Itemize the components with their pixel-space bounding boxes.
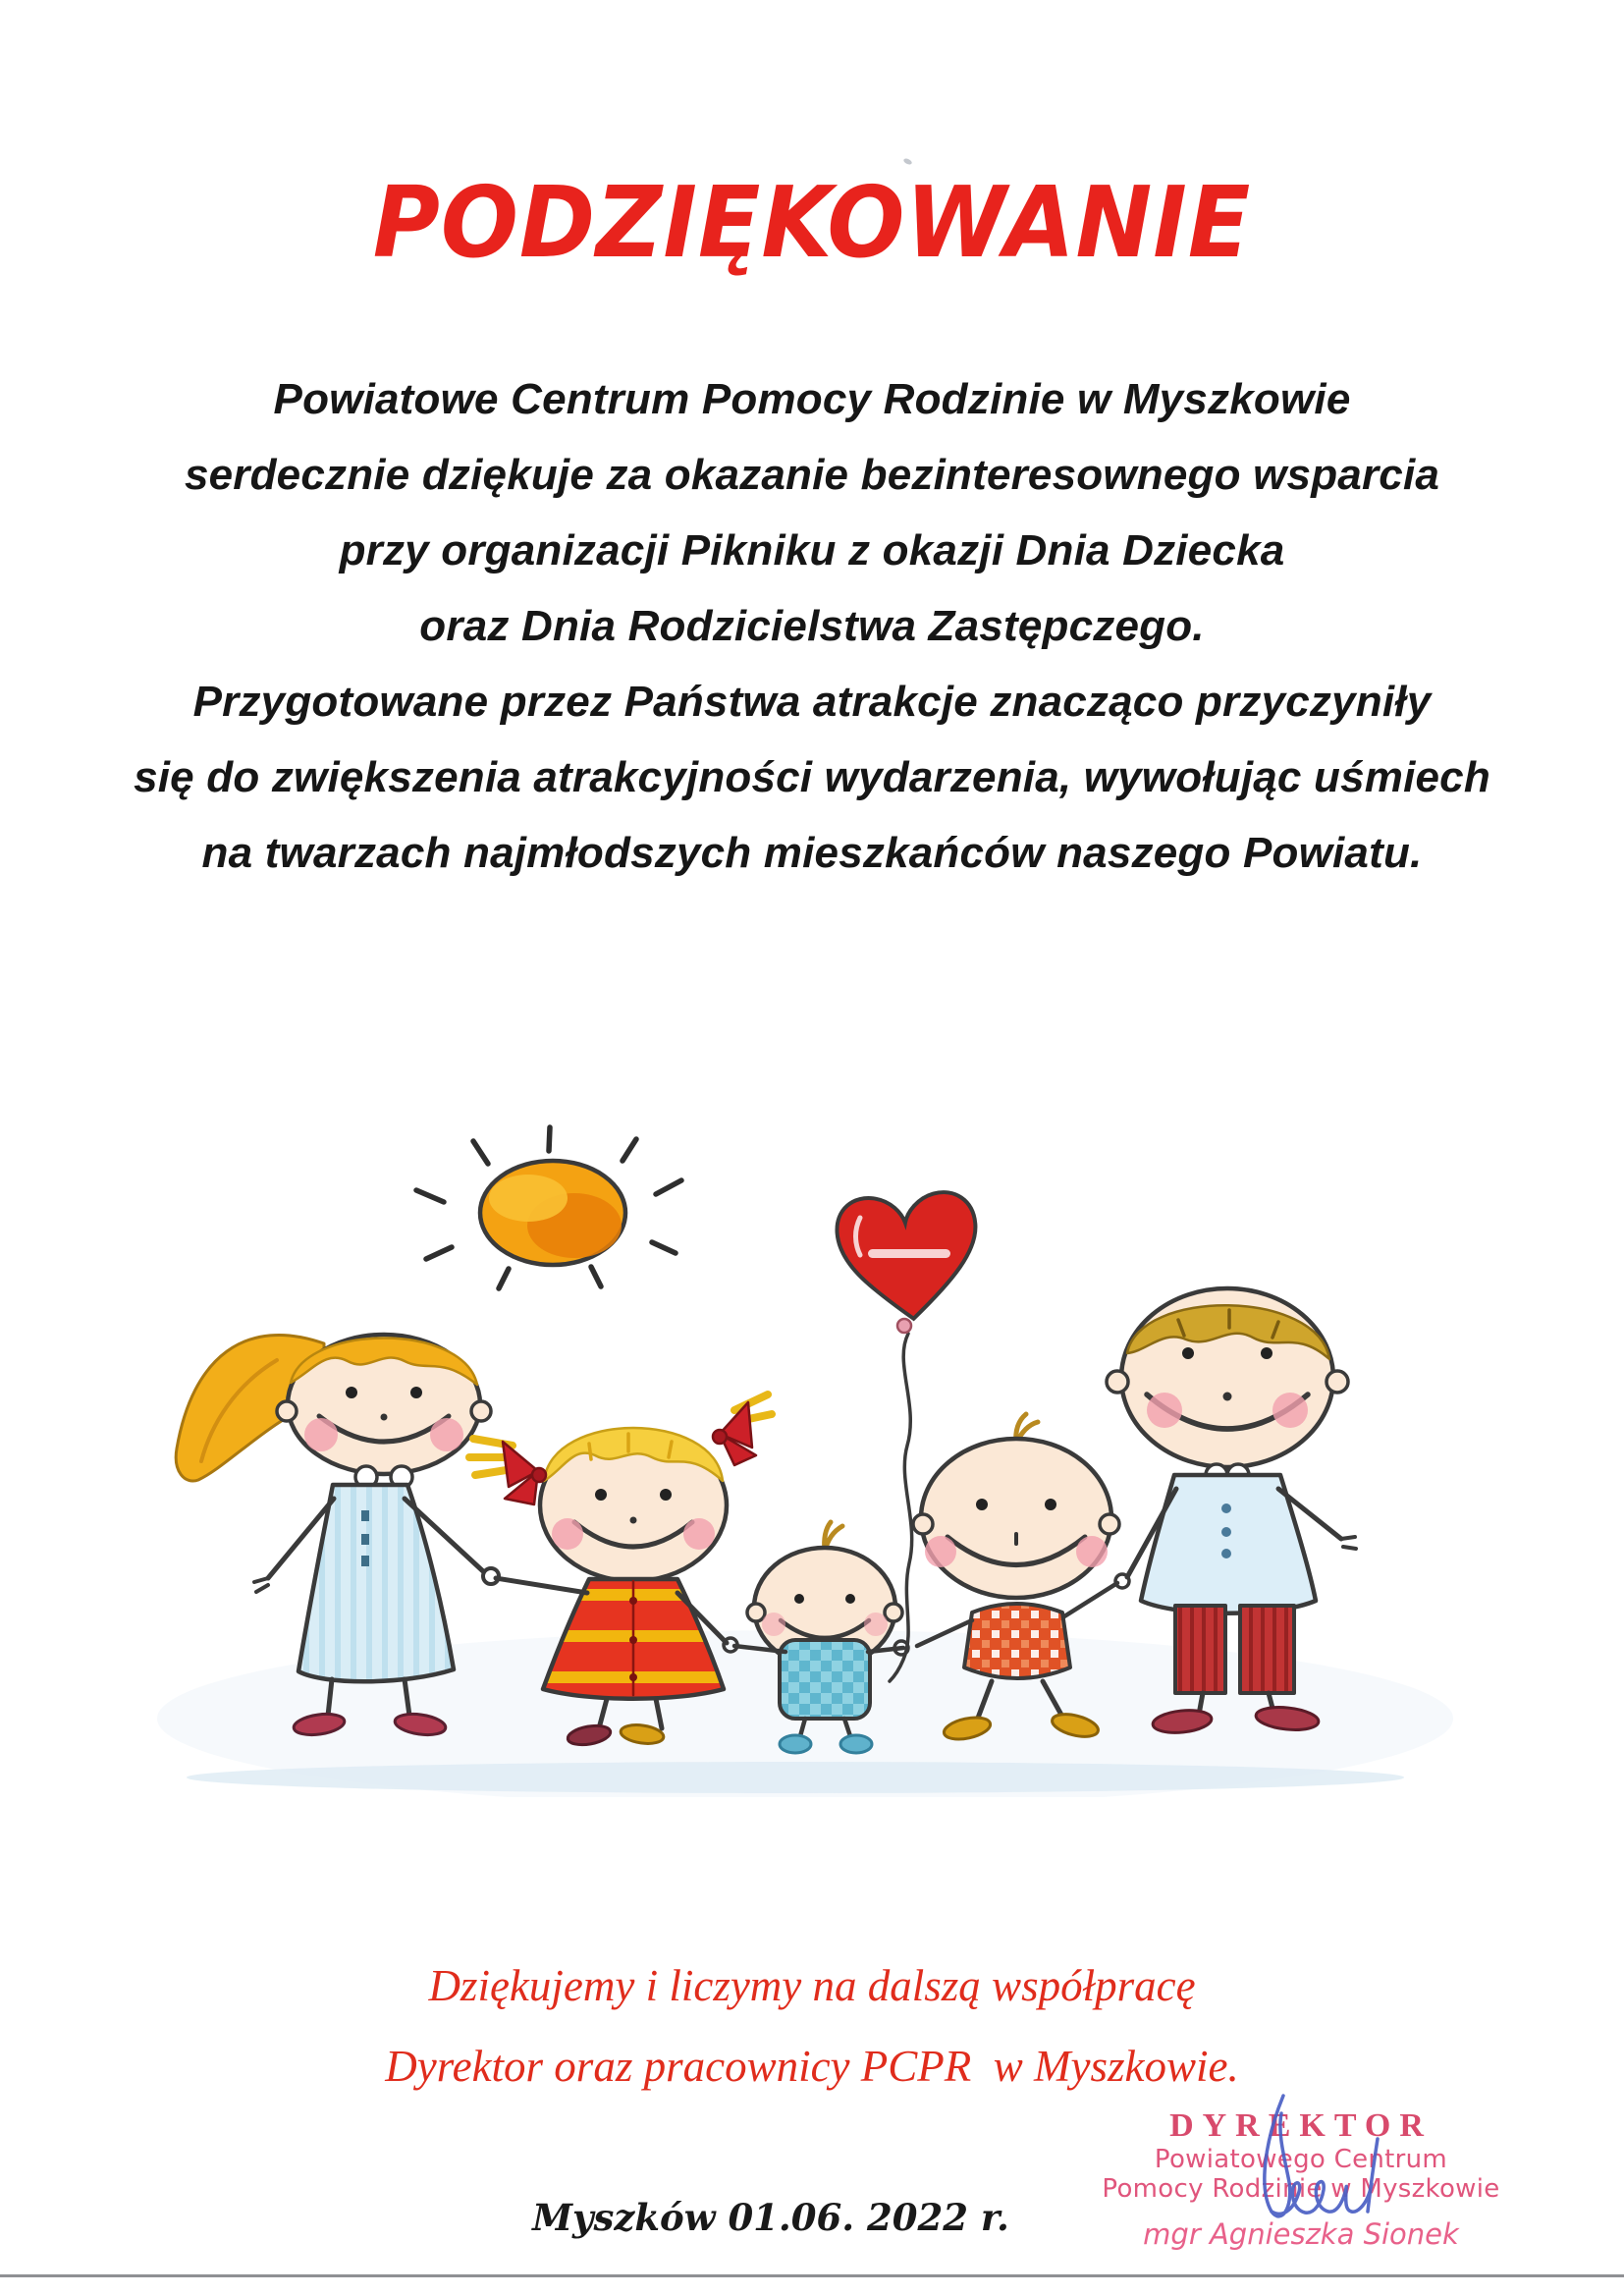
body-line: oraz Dnia Rodzicielstwa Zastępczego.: [419, 602, 1205, 650]
date-line: Myszków 01.06. 2022 r.: [532, 2196, 1009, 2239]
body-line: Powiatowe Centrum Pomocy Rodzinie w Myszkowie: [273, 375, 1351, 423]
father-pants-left: [1175, 1606, 1225, 1693]
father-pants-right: [1240, 1606, 1294, 1693]
body-line: serdecznie dziękuje za okazanie bezinteresownego wsparcia: [184, 451, 1440, 499]
closing-line-signatories: Dyrektor oraz pracownicy PCPR w Myszkowie.: [385, 2042, 1239, 2091]
scan-edge-line: [0, 2274, 1624, 2277]
closing-line-thanks: Dziękujemy i liczymy na dalszą współpracę: [428, 1961, 1196, 2010]
page-title: PODZIĘKOWANIE: [372, 165, 1252, 280]
body-text: [0, 361, 1624, 891]
stamp-signer-name: mgr Agnieszka Sionek: [1143, 2217, 1459, 2251]
toddler-overalls: [964, 1604, 1070, 1678]
stamp-title: DYREKTOR: [1169, 2107, 1433, 2144]
stamp-org-line: Powiatowego Centrum: [1154, 2145, 1448, 2174]
stamp-org-line: Pomocy Rodzinie w Myszkowie: [1102, 2174, 1500, 2204]
body-line: przy organizacji Pikniku z okazji Dnia Dziecka: [339, 526, 1285, 574]
body-line: na twarzach najmłodszych mieszkańców naszego Powiatu.: [201, 829, 1423, 877]
baby-overalls: [780, 1640, 870, 1719]
sun-illustration: [416, 1127, 681, 1288]
body-line: Przygotowane przez Państwa atrakcje znacząco przyczyniły: [192, 678, 1432, 726]
family-illustration: [0, 1110, 1624, 1797]
balloon-knot: [897, 1319, 911, 1333]
body-line: się do zwiększenia atrakcyjności wydarzenia, wywołując uśmiech: [134, 753, 1490, 801]
